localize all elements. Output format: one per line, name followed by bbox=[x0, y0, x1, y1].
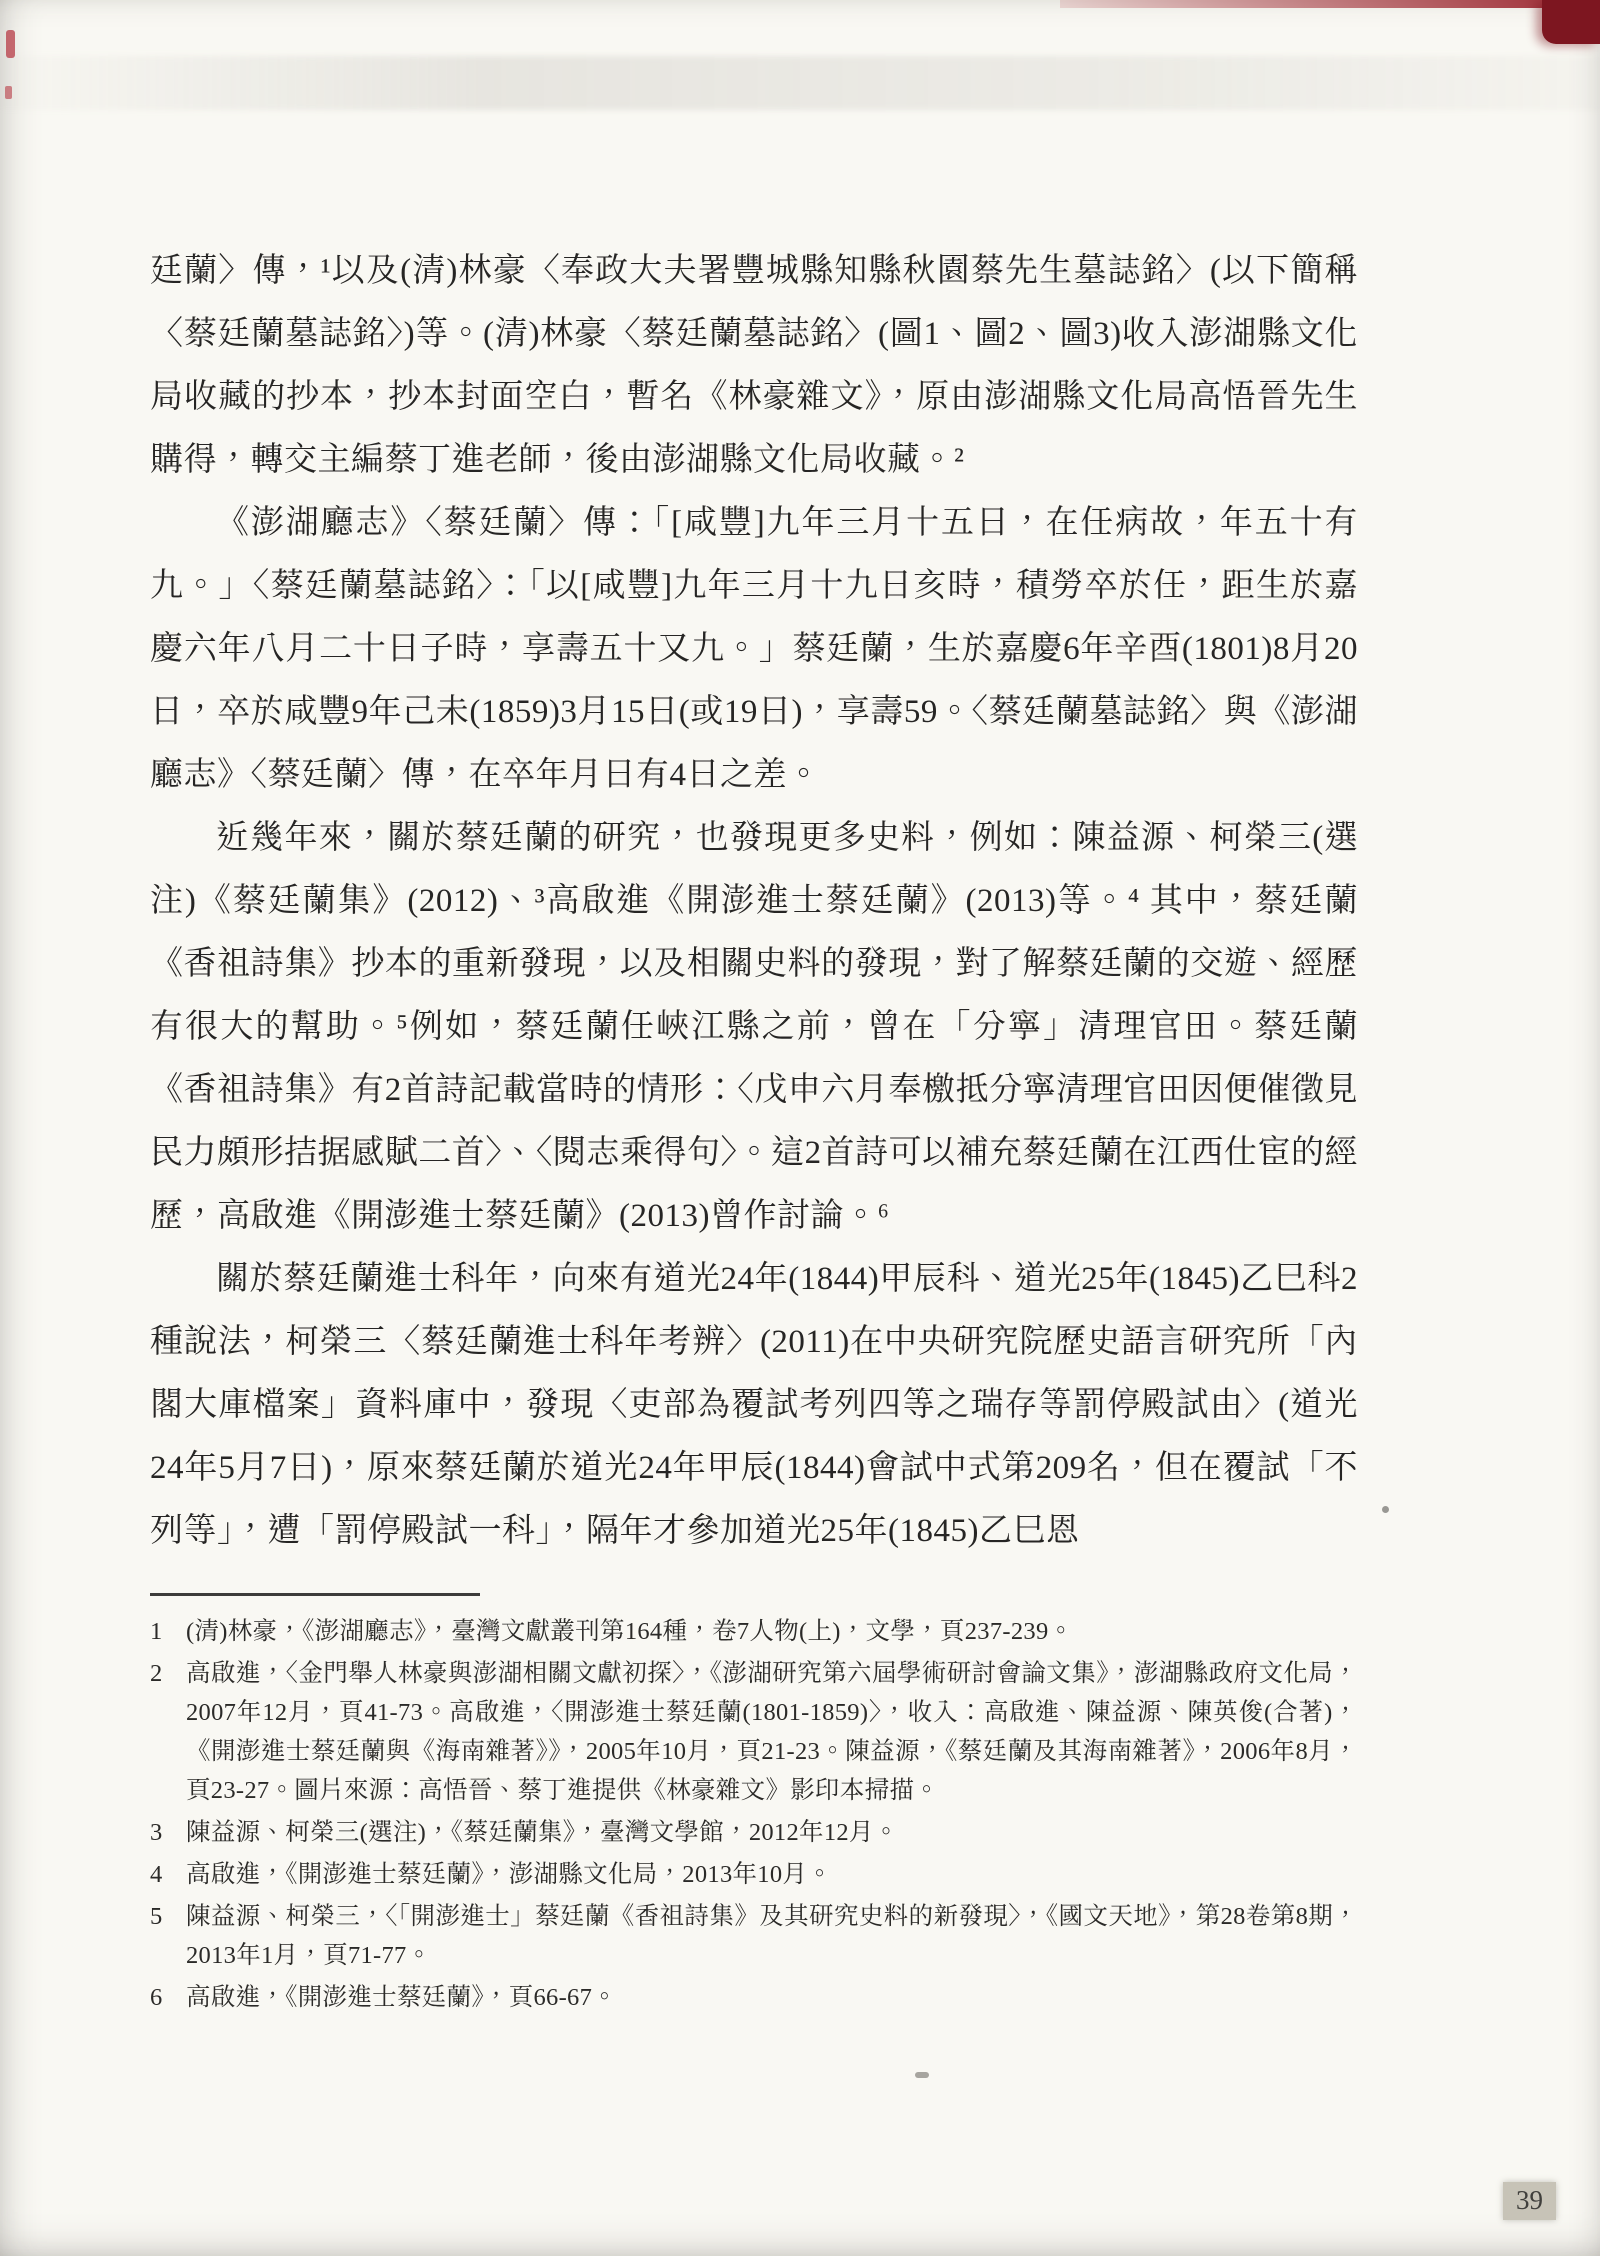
body-paragraph-3: 近幾年來，關於蔡廷蘭的研究，也發現更多史料，例如：陳益源、柯榮三(選注)《蔡廷蘭集》(2012)、³高啟進《開澎進士蔡廷蘭》(2013)等。⁴ 其中，蔡廷蘭《香祖詩集》抄本的重新發現，以及相關史料的發現，對了解蔡廷蘭的交遊、經歷有很大的幫助。⁵例如，蔡廷蘭任峽江縣之前，曾在「分寧」清理官田。蔡廷蘭《香祖詩集》有2首詩記載當時的情形：〈戊申六月奉檄抵分寧清理官田因便催徵見民力頗形拮据感賦二首〉、〈閱志乘得句〉。這2首詩可以補充蔡廷蘭在江西仕宦的經歷，高啟進《開澎進士蔡廷蘭》(2013)曾作討論。⁶ bbox=[150, 820, 1358, 1234]
footnote-number: 3 bbox=[150, 1819, 163, 1846]
footnote-text: 高啟進，《開澎進士蔡廷蘭》，澎湖縣文化局，2013年10月。 bbox=[186, 1861, 832, 1888]
red-mark-left-artifact bbox=[6, 30, 15, 58]
body-paragraph-2: 《澎湖廳志》〈蔡廷蘭〉傳：「[咸豐]九年三月十五日，在任病故，年五十有九。」〈蔡廷蘭墓誌銘〉：「以[咸豐]九年三月十九日亥時，積勞卒於任，距生於嘉慶六年八月二十日子時，享壽五十又九。」蔡廷蘭，生於嘉慶6年辛酉(1801)8月20日，卒於咸豐9年己未(1859)3月15日(或19日)，享壽59。〈蔡廷蘭墓誌銘〉與《澎湖廳志》〈蔡廷蘭〉傳，在卒年月日有4日之差。 bbox=[150, 505, 1358, 793]
red-stain-strip-artifact bbox=[1060, 0, 1600, 8]
footnote-text: (清)林豪，《澎湖廳志》，臺灣文獻叢刊第164種，卷7人物(上)，文學，頁237-239。 bbox=[186, 1618, 1074, 1645]
scan-band-artifact bbox=[0, 56, 1600, 110]
footnote-number: 6 bbox=[150, 1984, 163, 2011]
footnote-text: 高啟進，〈金門舉人林豪與澎湖相關文獻初探〉，《澎湖研究第六屆學術研討會論文集》，澎湖縣政府文化局，2007年12月，頁41-73。高啟進，〈開澎進士蔡廷蘭(1801-1859)〉，收入：高啟進、陳益源、陳英俊(合著)，《開澎進士蔡廷蘭與《海南雜著》》，2005年10月，頁21-23。陳益源，《蔡廷蘭及其海南雜著》，2006年8月，頁23-27。圖片來源：高悟晉、蔡丁進提供《林豪雜文》影印本掃描。 bbox=[186, 1660, 1358, 1804]
footnote-text: 陳益源、柯榮三，〈「開澎進士」蔡廷蘭《香祖詩集》及其研究史料的新發現〉，《國文天地》，第28卷第8期，2013年1月，頁71-77。 bbox=[186, 1903, 1358, 1969]
ink-speck-artifact bbox=[1382, 1506, 1389, 1513]
ink-speck-artifact bbox=[915, 2072, 929, 2078]
footnote-3 bbox=[150, 1813, 1358, 1852]
page-number: 39 bbox=[1503, 2182, 1556, 2220]
footnote-2 bbox=[150, 1654, 1358, 1810]
body-paragraph-4: 關於蔡廷蘭進士科年，向來有道光24年(1844)甲辰科、道光25年(1845)乙巳科2種說法，柯榮三〈蔡廷蘭進士科年考辨〉(2011)在中央研究院歷史語言研究所「內閣大庫檔案」資料庫中，發現〈吏部為覆試考列四等之瑞存等罰停殿試由〉(道光24年5月7日)，原來蔡廷蘭於道光24年甲辰(1844)會試中式第209名，但在覆試「不列等」，遭「罰停殿試一科」，隔年才參加道光25年(1845)乙巳恩 bbox=[150, 1261, 1358, 1549]
footnote-number: 1 bbox=[150, 1618, 163, 1645]
footnote-number: 2 bbox=[150, 1660, 163, 1687]
footnote-4 bbox=[150, 1855, 1358, 1894]
footnote-text: 陳益源、柯榮三(選注)，《蔡廷蘭集》，臺灣文學館，2012年12月。 bbox=[186, 1819, 899, 1846]
footnote-text: 高啟進，《開澎進士蔡廷蘭》，頁66-67。 bbox=[186, 1984, 617, 2011]
footnote-6 bbox=[150, 1978, 1358, 2017]
red-stain-corner-artifact bbox=[1542, 0, 1600, 44]
footnote-5 bbox=[150, 1897, 1358, 1975]
page-body bbox=[150, 240, 1358, 2020]
body-paragraph-1: 廷蘭〉傳，¹以及(清)林豪〈奉政大夫署豐城縣知縣秋園蔡先生墓誌銘〉(以下簡稱〈蔡廷蘭墓誌銘〉)等。(清)林豪〈蔡廷蘭墓誌銘〉(圖1、圖2、圖3)收入澎湖縣文化局收藏的抄本，抄本封面空白，暫名《林豪雜文》，原由澎湖縣文化局高悟晉先生購得，轉交主編蔡丁進老師，後由澎湖縣文化局收藏。² bbox=[150, 253, 1358, 478]
footnote-1 bbox=[150, 1612, 1358, 1651]
red-dot-left-artifact bbox=[5, 86, 12, 99]
footnote-separator bbox=[150, 1593, 480, 1596]
footnote-number: 5 bbox=[150, 1903, 163, 1930]
footnotes-section bbox=[150, 1612, 1358, 2017]
footnote-number: 4 bbox=[150, 1861, 163, 1888]
